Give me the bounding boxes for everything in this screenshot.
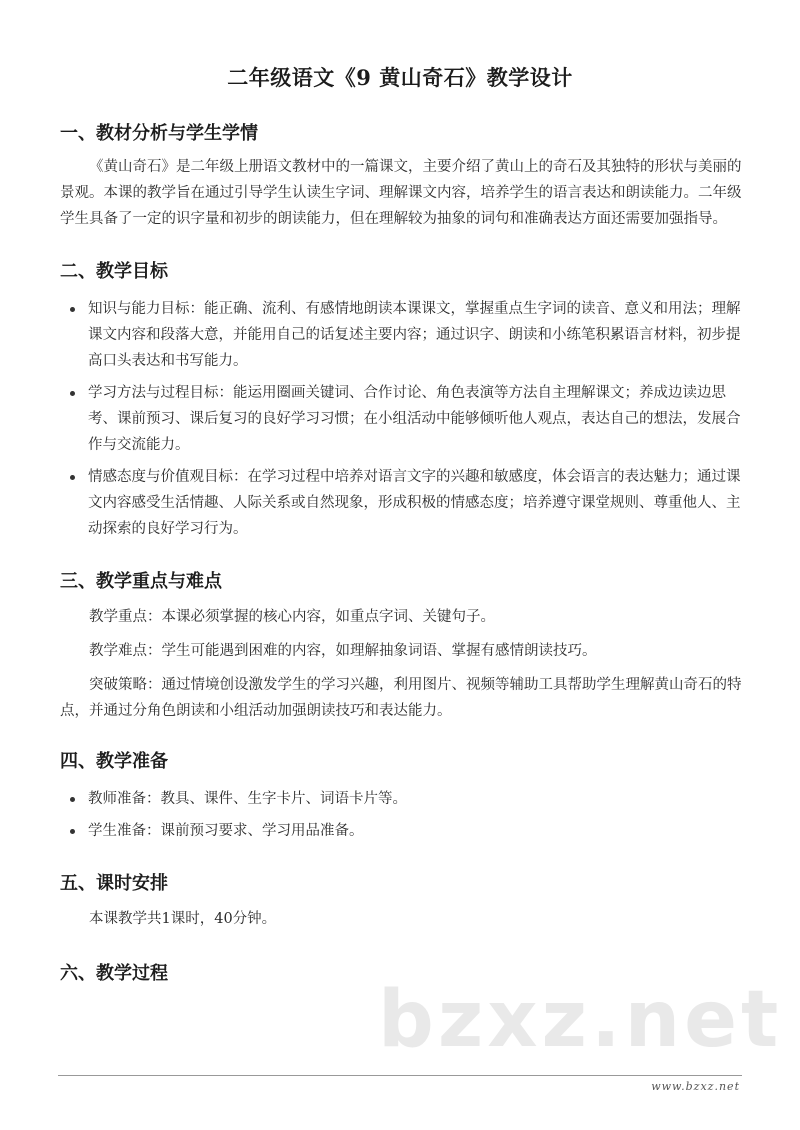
preparation-text: 教师准备：教具、课件、生字卡片、词语卡片等。 — [88, 791, 407, 807]
section-heading-objectives: 二、教学目标 — [60, 261, 168, 282]
section-heading-process: 六、教学过程 — [60, 963, 168, 984]
preparation-item-student — [60, 818, 750, 844]
bullet-icon — [70, 797, 75, 802]
document-title: 二年级语文《9 黄山奇石》教学设计 — [227, 65, 573, 90]
document-content — [60, 120, 750, 988]
footer-divider — [58, 1075, 742, 1076]
bullet-icon — [70, 307, 75, 312]
objective-text: 情感态度与价值观目标：在学习过程中培养对语言文字的兴趣和敏感度，体会语言的表达魅力；通过课文内容感受生活情趣、人际关系或自然现象，形成积极的情感态度；培养遵守课堂规则、尊重他人、主动探索的良好学习行为。 — [88, 469, 741, 537]
watermark-logo: bzxz.net — [378, 975, 783, 1065]
footer-url: www.bzxz.net — [651, 1080, 740, 1093]
objective-text: 学习方法与过程目标：能运用圈画关键词、合作讨论、角色表演等方法自主理解课文；养成边读边思考、课前预习、课后复习的良好学习习惯；在小组活动中能够倾听他人观点，表达自己的想法，发展合作与交流能力。 — [88, 385, 741, 453]
objective-item-knowledge — [60, 296, 750, 374]
section-heading-key-points: 三、教学重点与难点 — [60, 571, 222, 592]
strategy-paragraph: 突破策略：通过情境创设激发学生的学习兴趣，利用图片、视频等辅助工具帮助学生理解黄山奇石的特点，并通过分角色朗读和小组活动加强朗读技巧和表达能力。 — [60, 677, 742, 719]
preparation-item-teacher — [60, 786, 750, 812]
objective-item-method — [60, 380, 750, 458]
objective-text: 知识与能力目标：能正确、流利、有感情地朗读本课课文，掌握重点生字词的读音、意义和用法；理解课文内容和段落大意，并能用自己的话复述主要内容；通过识字、朗读和小练笔积累语言材料，初步提高口头表达和书写能力。 — [88, 301, 741, 369]
difficulty-paragraph: 教学难点：学生可能遇到困难的内容，如理解抽象词语、掌握有感情朗读技巧。 — [89, 643, 597, 659]
section-heading-schedule: 五、课时安排 — [60, 873, 168, 894]
preparation-text: 学生准备：课前预习要求、学习用品准备。 — [88, 823, 364, 839]
section-heading-preparation: 四、教学准备 — [60, 751, 168, 772]
bullet-icon — [70, 475, 75, 480]
bullet-icon — [70, 391, 75, 396]
objective-item-emotion — [60, 464, 750, 542]
objectives-list — [60, 296, 750, 542]
key-point-paragraph: 教学重点：本课必须掌握的核心内容，如重点字词、关键句子。 — [89, 609, 495, 625]
preparation-list — [60, 786, 750, 844]
section-heading-analysis: 一、教材分析与学生学情 — [60, 123, 258, 144]
analysis-paragraph: 《黄山奇石》是二年级上册语文教材中的一篇课文，主要介绍了黄山上的奇石及其独特的形状与美丽的景观。本课的教学旨在通过引导学生认读生字词、理解课文内容，培养学生的语言表达和朗读能力。二年级学生具备了一定的识字量和初步的朗读能力，但在理解较为抽象的词句和准确表达方面还需要加强指导。 — [60, 159, 742, 227]
bullet-icon — [70, 829, 75, 834]
schedule-paragraph: 本课教学共1课时，40分钟。 — [89, 911, 277, 927]
